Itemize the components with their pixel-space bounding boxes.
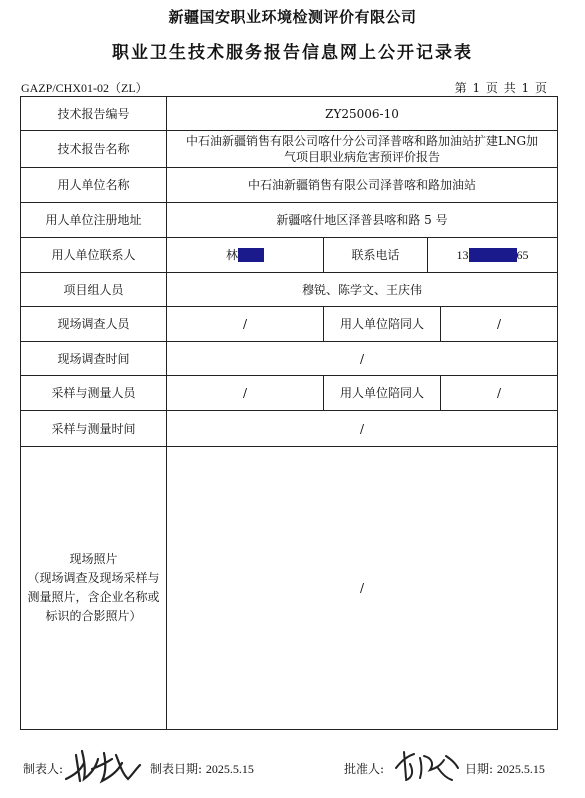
photos-value: /	[359, 581, 365, 595]
phone-value	[428, 238, 557, 272]
sampling-time-label: 采样与测量时间	[21, 411, 167, 446]
report-name-value: 中石油新疆销售有限公司喀什分公司泽普喀和路加油站扩建LNG加气项目职业病危害预评价报告	[185, 134, 539, 164]
row-report-name	[21, 131, 557, 168]
record-table	[20, 96, 558, 730]
report-no-label: 技术报告编号	[21, 97, 167, 130]
contact-value	[167, 238, 324, 272]
row-report-no	[21, 97, 557, 131]
preparer-label: 制表人:	[23, 762, 64, 776]
redaction-box	[469, 248, 517, 262]
address-label: 用人单位注册地址	[21, 203, 167, 237]
approve-date	[465, 760, 545, 777]
employer-value: 中石油新疆销售有限公司泽普喀和路加油站	[247, 178, 476, 192]
survey-time-value: /	[359, 351, 365, 366]
row-contact	[21, 238, 557, 273]
survey-staff-value: /	[167, 307, 324, 341]
row-survey-time	[21, 342, 557, 376]
page-info: 第 1 页 共 1 页	[454, 81, 548, 95]
survey-escort-value: /	[496, 317, 502, 331]
form-code: GAZP/CHX01-02（ZL）	[21, 81, 148, 95]
prepare-date-value: 2025.5.15	[205, 762, 254, 776]
survey-escort-label: 用人单位陪同人	[324, 307, 441, 341]
row-team	[21, 273, 557, 307]
team-value: 穆锐、陈学文、王庆伟	[301, 282, 422, 297]
survey-time-label: 现场调查时间	[21, 342, 167, 375]
employer-label: 用人单位名称	[21, 168, 167, 202]
prepare-date	[150, 760, 254, 777]
address-value: 新疆喀什地区泽普县喀和路 5 号	[276, 213, 448, 227]
phone-label: 联系电话	[324, 238, 428, 272]
contact-name: 林	[225, 248, 238, 262]
sampling-staff-value: /	[167, 376, 324, 410]
prepare-date-label: 制表日期:	[150, 762, 203, 776]
photos-label: 现场照片	[69, 552, 118, 566]
approve-date-value: 2025.5.15	[496, 762, 545, 776]
approver-signature	[392, 748, 462, 784]
form-title: 职业卫生技术服务报告信息网上公开记录表	[112, 43, 473, 63]
contact-label: 用人单位联系人	[21, 238, 167, 272]
phone-suffix: 65	[516, 248, 529, 262]
report-no-value: ZY25006-10	[325, 106, 399, 121]
row-photos	[21, 447, 557, 729]
row-address	[21, 203, 557, 238]
approver-label: 批准人:	[344, 762, 385, 776]
photos-label-cell	[21, 447, 167, 729]
redaction-box	[238, 248, 264, 262]
row-sampling-staff	[21, 376, 557, 411]
sampling-staff-label: 采样与测量人员	[21, 376, 167, 410]
survey-staff-label: 现场调查人员	[21, 307, 167, 341]
phone-prefix: 13	[456, 248, 469, 262]
row-sampling-time	[21, 411, 557, 447]
org-name: 新疆国安职业环境检测评价有限公司	[168, 8, 417, 26]
approve-date-label: 日期:	[465, 762, 494, 776]
row-employer	[21, 168, 557, 203]
row-survey-staff	[21, 307, 557, 342]
preparer-signature	[62, 745, 144, 787]
photos-note: （现场调查及现场采样与测量照片，含企业名称或标识的合影照片）	[27, 571, 160, 623]
report-name-label: 技术报告名称	[21, 131, 167, 167]
sampling-escort-value: /	[496, 386, 502, 400]
sampling-escort-label: 用人单位陪同人	[324, 376, 441, 410]
team-label: 项目组人员	[21, 273, 167, 306]
sampling-time-value: /	[359, 421, 365, 436]
